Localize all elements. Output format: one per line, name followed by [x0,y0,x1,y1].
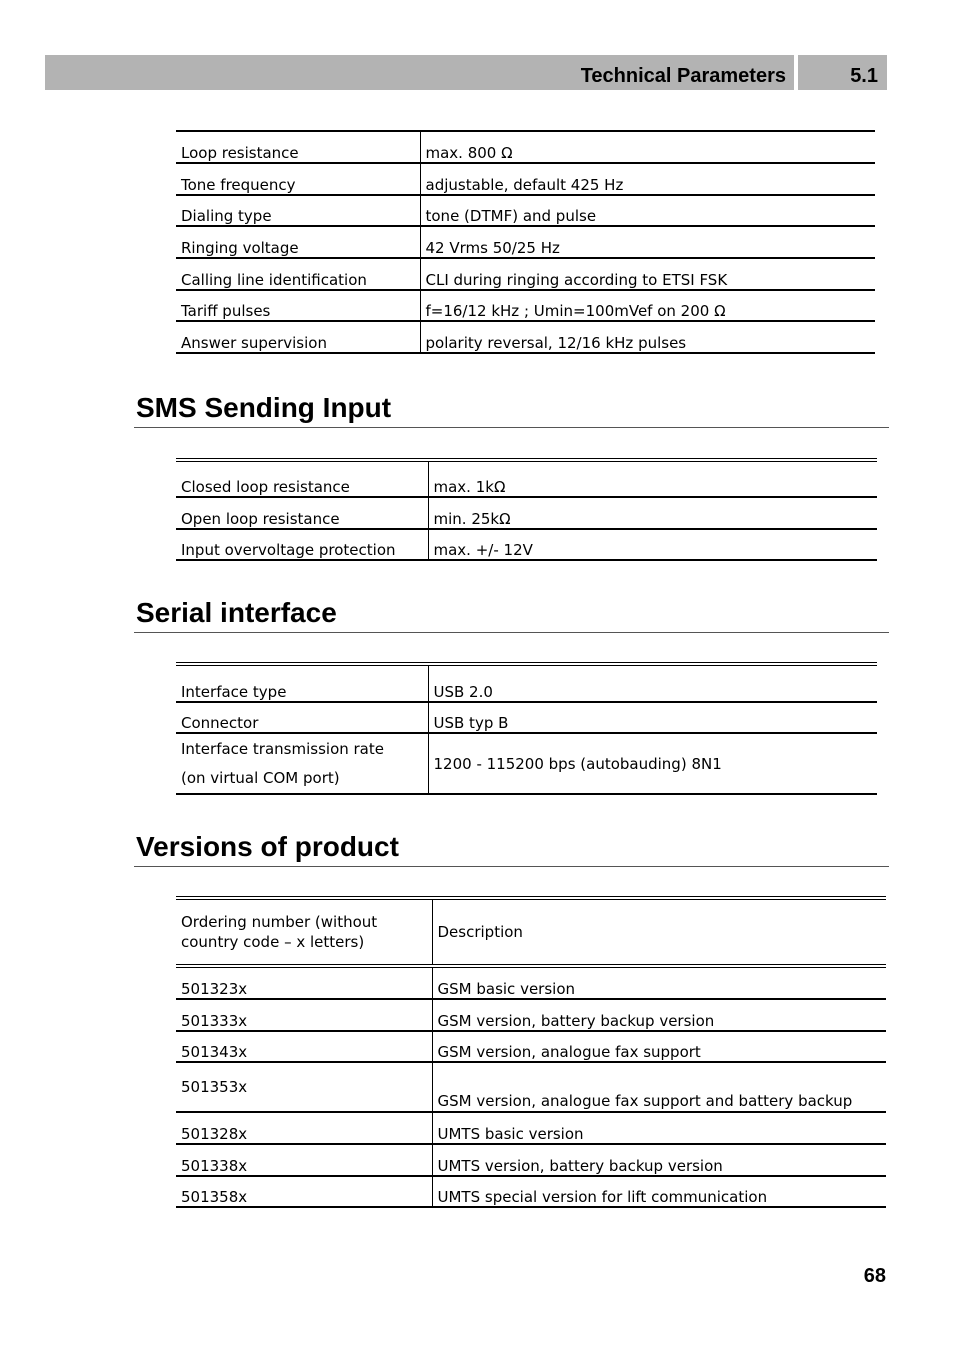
ordering-number: 501323x [176,966,432,999]
param-label: Interface type [176,664,428,702]
param-value: polarity reversal, 12/16 kHz pulses [420,321,875,353]
table-row [176,733,877,794]
param-label: Loop resistance [176,131,420,163]
version-description: GSM version, battery backup version [432,999,886,1031]
ordering-number: 501353x [176,1062,432,1112]
param-value: USB 2.0 [428,664,877,702]
param-label: Dialing type [176,195,420,226]
table-row [176,702,877,733]
column-header-description: Description [432,898,886,966]
ordering-number: 501358x [176,1176,432,1207]
column-header-ordering-number: Ordering number (without country code – x letters) [176,898,432,966]
param-label: Tone frequency [176,163,420,195]
param-value: max. 800 Ω [420,131,875,163]
param-value: USB typ B [428,702,877,733]
param-value: 1200 - 115200 bps (autobauding) 8N1 [428,733,877,794]
version-description: UMTS special version for lift communication [432,1176,886,1207]
header-section-number: 5.1 [850,65,878,87]
table-row [176,131,875,163]
version-description: GSM basic version [432,966,886,999]
param-label: Calling line identification [176,258,420,290]
param-value: CLI during ringing according to ETSI FSK [420,258,875,290]
ordering-number: 501343x [176,1031,432,1062]
table-row [176,460,877,497]
param-label-line: (on virtual COM port) [181,769,340,787]
param-label: Tariff pulses [176,290,420,321]
ordering-number: 501333x [176,999,432,1031]
table-header-row [176,898,886,966]
param-value: f=16/12 kHz ; Umin=100mVef on 200 Ω [420,290,875,321]
ordering-number: 501328x [176,1112,432,1144]
table-row [176,195,875,226]
table-row [176,1144,886,1176]
sms-input-table [176,458,877,561]
table-row [176,1062,886,1112]
param-value: max. 1kΩ [428,460,877,497]
version-description: UMTS basic version [432,1112,886,1144]
table-row [176,1176,886,1207]
section-title-versions: Versions of product [134,827,889,867]
table-row [176,1031,886,1062]
version-description: UMTS version, battery backup version [432,1144,886,1176]
param-value: 42 Vrms 50/25 Hz [420,226,875,258]
section-title-sms: SMS Sending Input [134,388,889,428]
param-label: Closed loop resistance [176,460,428,497]
table-row [176,290,875,321]
param-label: Input overvoltage protection [176,529,428,560]
param-label: Open loop resistance [176,497,428,529]
header-title: Technical Parameters [580,65,786,87]
versions-table [176,896,886,1208]
table-row [176,163,875,195]
param-value: max. +/- 12V [428,529,877,560]
param-label: Connector [176,702,428,733]
table-row [176,529,877,560]
section-title-serial: Serial interface [134,593,889,633]
param-value: min. 25kΩ [428,497,877,529]
line-parameters-table [176,130,875,354]
param-value: tone (DTMF) and pulse [420,195,875,226]
table-row [176,321,875,353]
table-row [176,1112,886,1144]
table-row [176,258,875,290]
ordering-number: 501338x [176,1144,432,1176]
page-number: 68 [863,1265,886,1287]
table-row [176,497,877,529]
param-label: Ringing voltage [176,226,420,258]
version-description: GSM version, analogue fax support [432,1031,886,1062]
table-row [176,999,886,1031]
serial-interface-table [176,662,877,795]
version-description: GSM version, analogue fax support and battery backup [432,1062,886,1112]
param-value: adjustable, default 425 Hz [420,163,875,195]
param-label: Answer supervision [176,321,420,353]
param-label-multiline [176,733,428,794]
table-row [176,966,886,999]
table-row [176,226,875,258]
param-label-line: Interface transmission rate [181,740,384,758]
table-row [176,664,877,702]
